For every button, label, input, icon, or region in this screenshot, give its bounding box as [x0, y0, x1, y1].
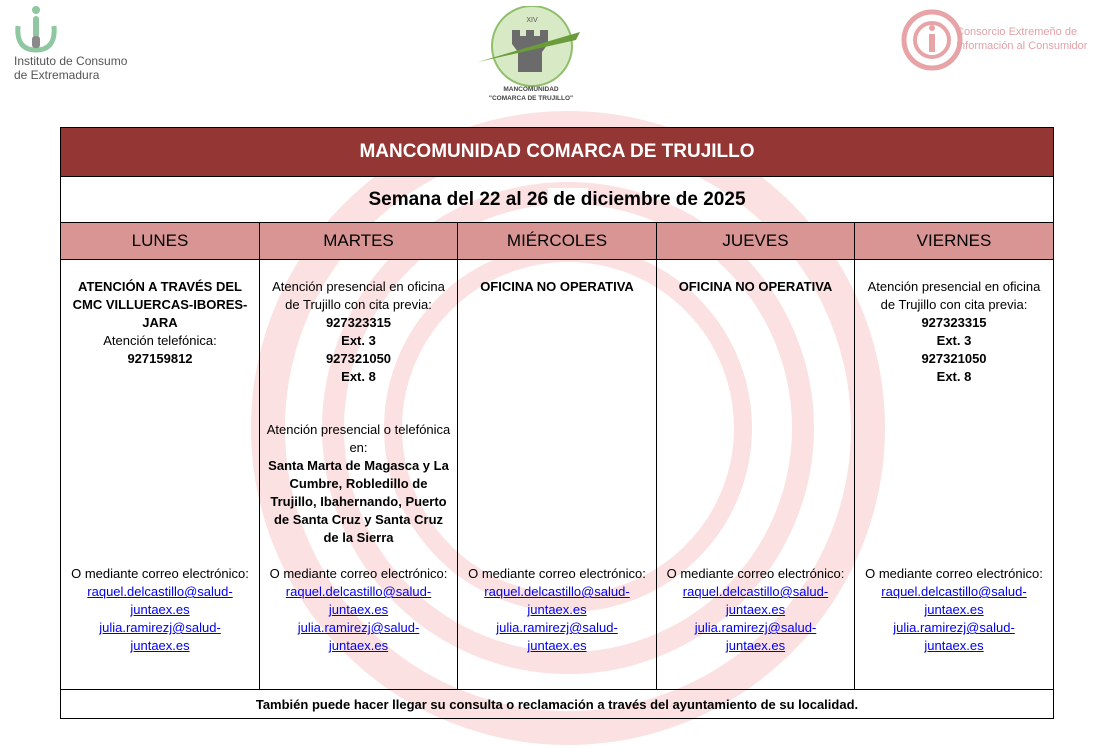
day-cell-viernes	[855, 260, 1053, 689]
email-link-julia[interactable]	[298, 620, 420, 653]
viernes-phone: 927321050	[921, 351, 987, 366]
email-link-julia[interactable]	[496, 620, 618, 653]
office-closed-label: OFICINA NO OPERATIVA	[678, 279, 833, 294]
martes-line: Atención presencial o telefónica en:	[266, 422, 451, 455]
martes-ext: Ext. 3	[341, 333, 376, 348]
email-text: juntaex.es	[328, 602, 389, 617]
viernes-info	[861, 278, 1047, 386]
email-block	[861, 565, 1047, 655]
footer-note: También puede hacer llegar su consulta o reclamación a través del ayuntamiento de su localidad.	[255, 696, 859, 712]
email-block	[266, 565, 451, 655]
miercoles-info	[464, 278, 650, 296]
email-intro: O mediante correo electrónico:	[865, 566, 1043, 581]
email-intro: O mediante correo electrónico:	[269, 566, 448, 581]
email-link-julia[interactable]	[99, 620, 221, 653]
center-logo-line1: MANCOMUNIDAD	[503, 86, 559, 93]
email-text: juntaex.es	[527, 602, 587, 617]
email-link-raquel[interactable]	[484, 584, 629, 617]
email-text: juntaex.es	[527, 638, 587, 653]
day-header-row	[61, 223, 1053, 260]
martes-phone: 927323315	[325, 315, 392, 330]
week-range: Semana del 22 al 26 de diciembre de 2025	[61, 177, 1053, 223]
email-intro: O mediante correo electrónico:	[71, 566, 249, 581]
email-block	[663, 565, 848, 655]
day-cell-lunes	[61, 260, 260, 689]
email-intro: O mediante correo electrónico:	[468, 566, 646, 581]
email-text: raquel.delcastillo@salud-	[87, 584, 233, 599]
day-cell-jueves	[657, 260, 855, 689]
viernes-ext: Ext. 3	[936, 333, 972, 348]
martes-line: Atención presencial en oficina de Trujillo con cita previa:	[272, 279, 445, 312]
center-logo-line2: "COMARCA DE TRUJILLO"	[488, 95, 574, 102]
email-link-raquel[interactable]	[87, 584, 232, 617]
viernes-phone: 927323315	[921, 315, 987, 330]
jueves-info	[663, 278, 848, 296]
email-text: julia.ramirezj@salud-	[893, 620, 1015, 635]
email-link-raquel[interactable]	[683, 584, 828, 617]
instituto-consumo-icon	[12, 2, 60, 54]
day-cell-martes	[260, 260, 458, 689]
lunes-line: Atención telefónica:	[103, 333, 217, 348]
castle-tower-icon	[476, 6, 586, 90]
consorcio-icon	[900, 8, 964, 72]
email-text: julia.ramirezj@salud-	[496, 620, 618, 635]
table-title: MANCOMUNIDAD COMARCA DE TRUJILLO	[61, 128, 1053, 177]
viernes-line: Atención presencial en oficina de Trujillo con cita previa:	[867, 279, 1041, 312]
email-text: juntaex.es	[725, 638, 786, 653]
email-text: julia.ramirezj@salud-	[694, 620, 817, 635]
email-text: juntaex.es	[130, 638, 190, 653]
day-header-miercoles: MIÉRCOLES	[458, 223, 657, 259]
viernes-ext: Ext. 8	[936, 369, 972, 384]
day-header-jueves: JUEVES	[657, 223, 855, 259]
email-text: juntaex.es	[924, 638, 984, 653]
email-intro: O mediante correo electrónico:	[666, 566, 845, 581]
lunes-line: ATENCIÓN A TRAVÉS DEL CMC VILLUERCAS-IBORES-JARA	[72, 279, 248, 330]
office-closed-label: OFICINA NO OPERATIVA	[480, 279, 634, 294]
martes-localities-list: Santa Marta de Magasca y La Cumbre, Robledillo de Trujillo, Ibahernando, Puerto de Santa Cruz y Santa Cruz de la Sierra	[268, 458, 449, 545]
right-logo-line1: Consorcio Extremeño de	[956, 26, 1078, 38]
day-columns	[61, 260, 1053, 690]
lunes-phone: 927159812	[127, 351, 193, 366]
martes-localities	[266, 421, 451, 547]
consorcio-name	[956, 25, 1087, 53]
email-block	[67, 565, 253, 655]
instituto-consumo-logo	[12, 2, 152, 92]
martes-phone: 927321050	[325, 351, 392, 366]
martes-info	[266, 278, 451, 386]
day-cell-miercoles	[458, 260, 657, 689]
martes-ext: Ext. 8	[341, 369, 376, 384]
mancomunidad-logo	[476, 6, 586, 106]
email-text: juntaex.es	[924, 602, 984, 617]
email-text: raquel.delcastillo@salud-	[285, 584, 432, 599]
email-text: raquel.delcastillo@salud-	[484, 584, 630, 599]
email-text: raquel.delcastillo@salud-	[682, 584, 829, 599]
email-link-julia[interactable]	[695, 620, 817, 653]
right-logo-line2: Información al Consumidor	[956, 40, 1088, 52]
email-block	[464, 565, 650, 655]
day-header-lunes: LUNES	[61, 223, 260, 259]
day-header-viernes: VIERNES	[916, 231, 992, 250]
day-header-martes: MARTES	[260, 223, 458, 259]
email-text: juntaex.es	[328, 638, 389, 653]
email-text: julia.ramirezj@salud-	[99, 620, 221, 635]
email-link-raquel[interactable]	[286, 584, 431, 617]
email-text: raquel.delcastillo@salud-	[881, 584, 1027, 599]
email-text: juntaex.es	[130, 602, 190, 617]
center-logo-numeral: XIV	[526, 17, 538, 24]
left-logo-line1: Instituto de Consumo	[14, 54, 128, 68]
instituto-consumo-name	[14, 54, 127, 82]
email-link-julia[interactable]	[893, 620, 1015, 653]
lunes-info	[67, 278, 253, 368]
email-link-raquel[interactable]	[881, 584, 1026, 617]
consorcio-logo	[900, 8, 1105, 72]
email-text: julia.ramirezj@salud-	[297, 620, 420, 635]
left-logo-line2: de Extremadura	[14, 68, 100, 82]
email-text: juntaex.es	[725, 602, 786, 617]
schedule-table	[60, 127, 1054, 719]
